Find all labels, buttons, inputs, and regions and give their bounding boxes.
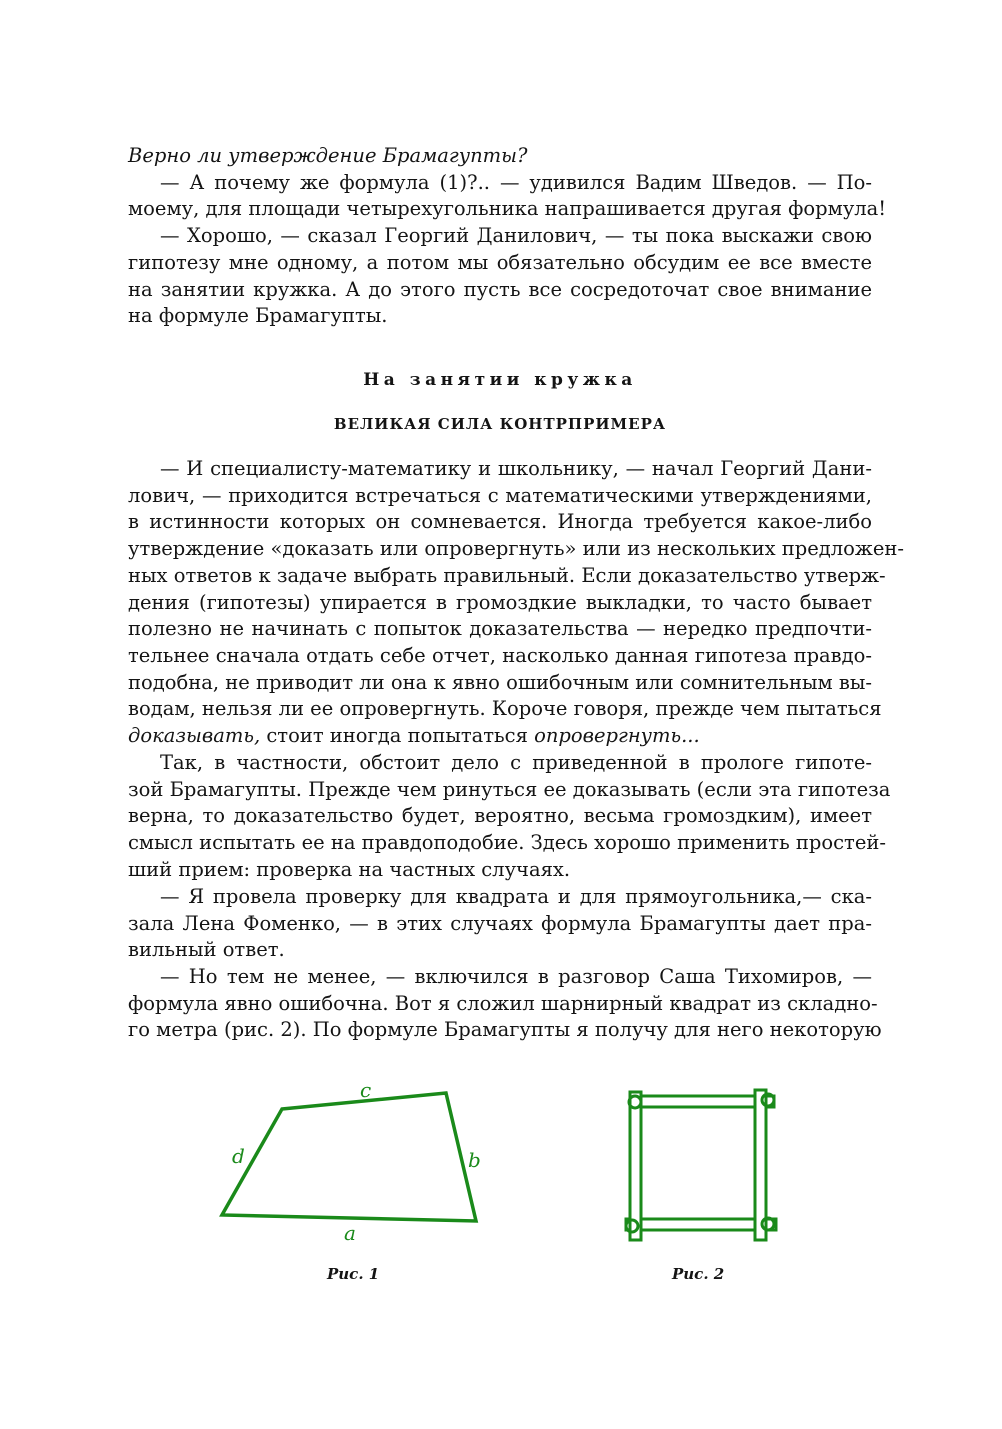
top-bar: [632, 1096, 774, 1107]
paragraph-last-line: [128, 723, 872, 750]
intro-line: на формуле Брамагупты.: [128, 304, 388, 328]
paragraph-line: — Я провела проверку для квадрата и для прямоугольника,— ска-: [160, 885, 872, 908]
paragraph-line: ных ответов к задаче выбрать правильный. Если доказательство утверж-: [128, 563, 886, 587]
paragraph-line: ший прием: проверка на частных случаях.: [128, 857, 571, 881]
emphasis-prove: доказывать,: [128, 724, 261, 748]
intro-question: Верно ли утверждение Брамагупты?: [128, 144, 528, 167]
figure-1-caption: Рис. 1: [327, 1265, 380, 1283]
paragraph-text: стоит иногда попытаться: [260, 724, 535, 748]
paragraph-line: водам, нельзя ли ее опровергнуть. Короче говоря, прежде чем пытаться: [128, 697, 882, 721]
intro-line: — А почему же формула (1)?.. — удивился Вадим Шведов. — По-: [160, 170, 872, 194]
left-bar: [630, 1092, 641, 1240]
intro-block: [128, 143, 887, 330]
intro-line: — Хорошо, — сказал Георгий Данилович, — ты пока выскажи свою: [160, 224, 872, 248]
figure-2-hinged-square: [618, 1082, 783, 1252]
section-title: На занятии кружка: [363, 370, 637, 390]
paragraph-line: Так, в частности, обстоит дело с приведенной в прологе гипоте-: [160, 751, 872, 774]
paragraph-3: [128, 884, 872, 964]
paragraph-line: формула явно ошибочна. Вот я сложил шарнирный квадрат из складно-: [128, 991, 878, 1015]
paragraph-line: зала Лена Фоменко, — в этих случаях формула Брамагупты дает пра-: [128, 911, 872, 935]
paragraph-4: [128, 964, 882, 1044]
paragraph-line: — Но тем не менее, — включился в разговор Саша Тихомиров, —: [160, 965, 872, 988]
paragraph-line: вильный ответ.: [128, 938, 285, 962]
label-a: a: [344, 1221, 356, 1245]
intro-line: на занятии кружка. А до этого пусть все сосредоточат свое внимание: [128, 277, 872, 301]
section-subtitle: ВЕЛИКАЯ СИЛА КОНТРПРИМЕРА: [333, 415, 667, 433]
emphasis-refute: опровергнуть...: [534, 724, 700, 748]
paragraph-line: подобна, не приводит ли она к явно ошибочным или сомнительным вы-: [128, 670, 872, 694]
intro-line: гипотезу мне одному, а потом мы обязательно обсудим ее все вместе: [128, 250, 872, 274]
intro-line: моему, для площади четырехугольника напрашивается другая формула!: [128, 197, 887, 221]
paragraph-line: — И специалисту-математику и школьнику, — начал Георгий Дани-: [160, 457, 872, 480]
paragraph-line: зой Брамагупты. Прежде чем ринуться ее доказывать (если эта гипотеза: [128, 777, 891, 801]
paragraph-line: тельнее сначала отдать себе отчет, насколько данная гипотеза правдо-: [128, 643, 872, 667]
paragraph-line: смысл испытать ее на правдоподобие. Здесь хорошо применить простей-: [128, 831, 886, 855]
label-d: d: [232, 1144, 245, 1168]
paragraph-line: го метра (рис. 2). По формуле Брамагупты я получу для него некоторую: [128, 1018, 882, 1042]
label-c: c: [360, 1078, 372, 1102]
paragraph-line: верна, то доказательство будет, вероятно, весьма громоздким), имеет: [128, 804, 872, 828]
paragraph-line: дения (гипотезы) упирается в громоздкие выкладки, то часто бывает: [128, 590, 872, 614]
paragraph-2: [128, 750, 891, 884]
paragraph-1: [128, 456, 904, 750]
paragraph-line: лович, — приходится встречаться с математическими утверждениями,: [128, 483, 872, 507]
quadrilateral-shape: [222, 1093, 476, 1221]
label-b: b: [468, 1148, 481, 1172]
paragraph-line: утверждение «доказать или опровергнуть» или из нескольких предложен-: [128, 537, 904, 561]
paragraph-line: полезно не начинать с попыток доказательства — нередко предпочти-: [128, 617, 872, 641]
figure-1-quadrilateral: [210, 1075, 500, 1255]
figure-2-caption: Рис. 2: [672, 1265, 725, 1283]
paragraph-line: в истинности которых он сомневается. Иногда требуется какое-либо: [128, 510, 872, 534]
